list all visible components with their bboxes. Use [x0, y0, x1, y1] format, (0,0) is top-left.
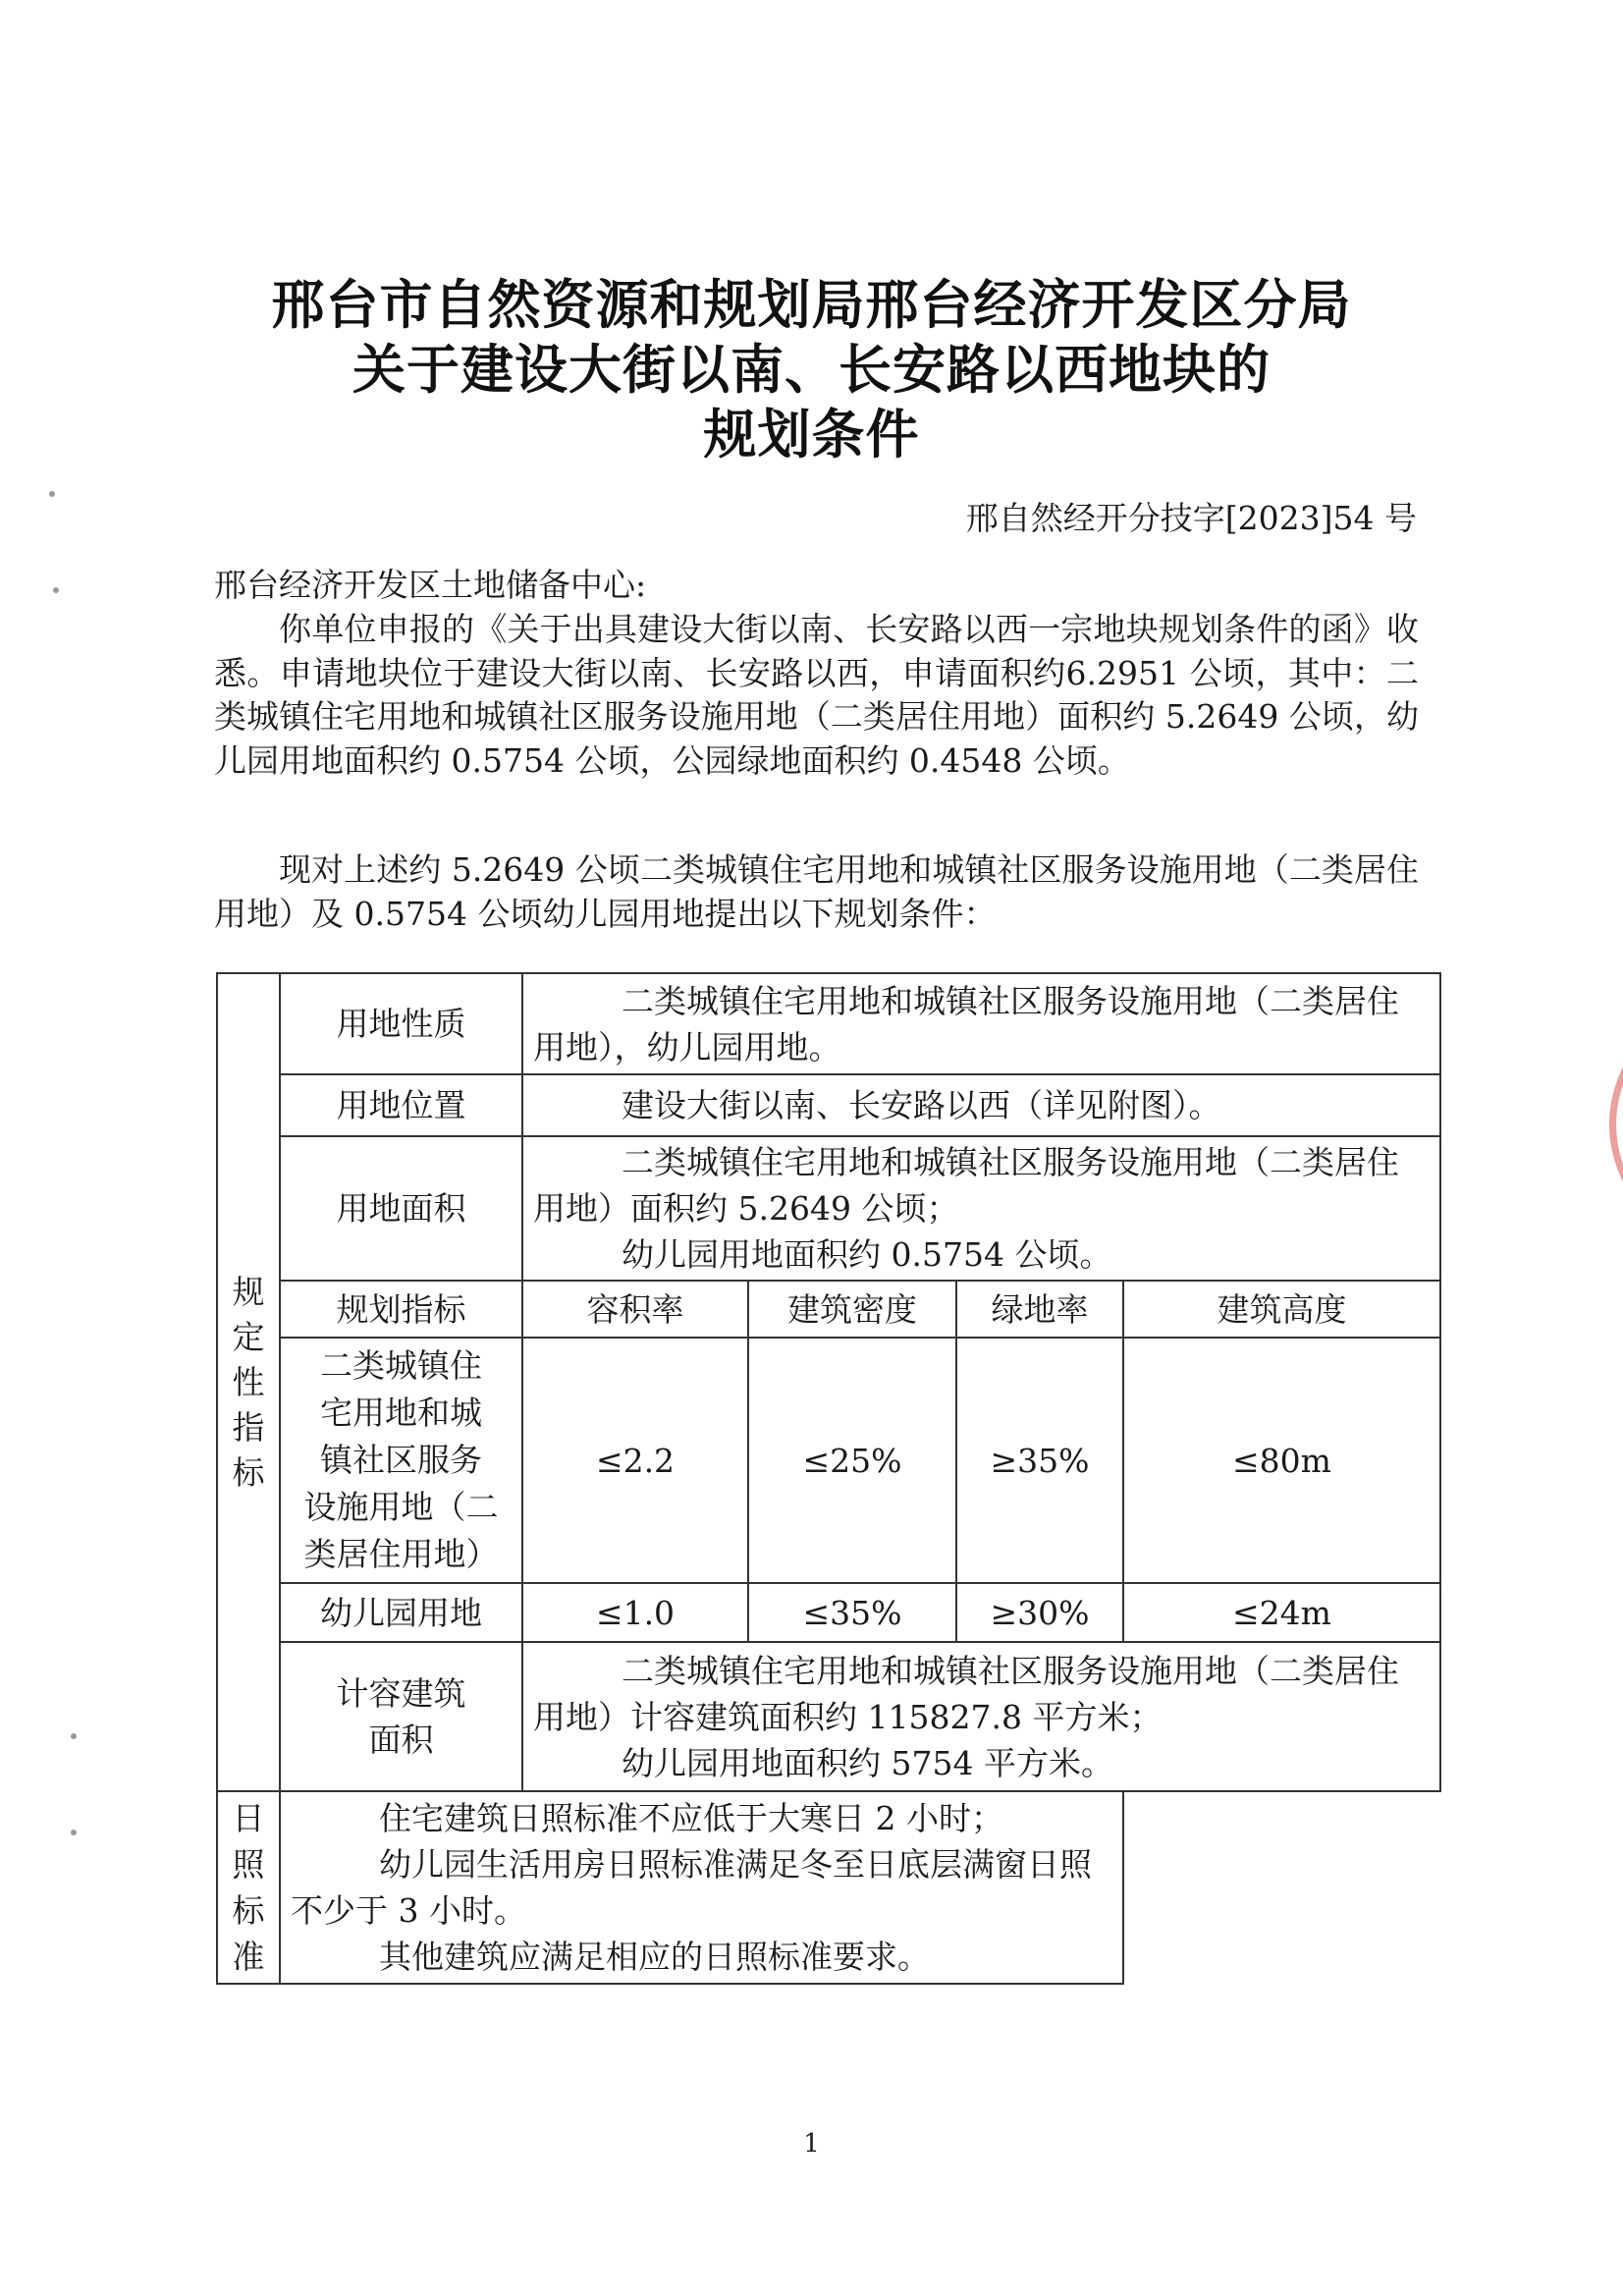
- location-text: 建设大街以南、长安路以西（详见附图）。: [622, 1086, 1221, 1124]
- side-label-char: 规: [232, 1272, 265, 1311]
- scan-speck: [71, 1830, 77, 1835]
- land-nature-label: 用地性质: [280, 973, 522, 1074]
- header-height: 建筑高度: [1123, 1281, 1440, 1338]
- side-label: [228, 1270, 269, 1496]
- sunlight-label: 日照标准: [217, 1791, 280, 1984]
- residential-density: ≤25%: [748, 1338, 956, 1583]
- title-line-1: 邢台市自然资源和规划局邢台经济开发区分局: [271, 274, 1352, 336]
- residential-green-ratio: ≥35%: [956, 1338, 1123, 1583]
- far-area-label-line: 面积: [368, 1721, 434, 1759]
- kindergarten-density: ≤35%: [748, 1583, 956, 1642]
- far-area-label-line: 计容建筑: [336, 1674, 466, 1713]
- row-location: [217, 1074, 1440, 1136]
- residential-far: ≤2.2: [522, 1338, 748, 1583]
- row-area: [217, 1136, 1440, 1281]
- row-far-area: [217, 1642, 1440, 1791]
- sunlight-value: [280, 1791, 1123, 1984]
- planning-conditions-table: [216, 972, 1441, 1985]
- recipient: 邢台经济开发区土地储备中心:: [214, 566, 647, 604]
- title-line-2: 关于建设大街以南、长安路以西地块的: [352, 339, 1271, 401]
- header-indicator: 规划指标: [280, 1281, 522, 1338]
- sunlight-text-2: 幼儿园生活用房日照标准满足冬至日底层满窗日照不少于 3 小时。: [291, 1845, 1092, 1930]
- kindergarten-green-ratio: ≥30%: [956, 1583, 1123, 1642]
- scan-speck: [49, 491, 55, 497]
- red-seal-fragment: [1566, 1021, 1623, 1228]
- residential-label-line: 设施用地（二: [303, 1488, 499, 1526]
- header-density: 建筑密度: [748, 1281, 956, 1338]
- side-label-char: 指: [232, 1407, 265, 1447]
- area-value: [522, 1136, 1440, 1281]
- land-nature-value: [522, 973, 1440, 1074]
- row-indicator-headers: [217, 1281, 1440, 1338]
- header-far: 容积率: [522, 1281, 748, 1338]
- header-green-ratio: 绿地率: [956, 1281, 1123, 1338]
- side-label-char: 标: [232, 1452, 265, 1492]
- row-sunlight: [217, 1791, 1440, 1984]
- scan-speck: [53, 587, 59, 593]
- residential-label-line: 宅用地和城: [320, 1394, 482, 1432]
- residential-label-line: 类居住用地）: [303, 1535, 499, 1573]
- far-area-text-1: 二类城镇住宅用地和城镇社区服务设施用地（二类居住用地）计容建筑面积约 115827.8 平方米；: [533, 1651, 1399, 1736]
- area-label: 用地面积: [280, 1136, 522, 1281]
- paragraph-1: [214, 608, 1419, 783]
- kindergarten-far: ≤1.0: [522, 1583, 748, 1642]
- residential-label: [280, 1338, 522, 1583]
- residential-height: ≤80m: [1123, 1338, 1440, 1583]
- kindergarten-label: 幼儿园用地: [280, 1583, 522, 1642]
- document-number: 邢自然经开分技字[2023]54 号: [965, 499, 1417, 537]
- area-text-1: 二类城镇住宅用地和城镇社区服务设施用地（二类居住用地）面积约 5.2649 公顷；: [533, 1143, 1399, 1228]
- residential-label-line: 二类城镇住: [320, 1346, 482, 1385]
- paragraph-1-text: 你单位申报的《关于出具建设大街以南、长安路以西一宗地块规划条件的函》收悉。申请地块位于建设大街以南、长安路以西，申请面积约6.2951 公顷，其中：二类城镇住宅用地和城镇社区服务设施用地（二类居住用地）面积约 5.2649 公顷，幼儿园用地面积约 0.5754 公顷，公园绿地面积约 0.4548 公顷。: [214, 610, 1419, 780]
- location-label: 用地位置: [280, 1074, 522, 1136]
- sunlight-text-3: 其他建筑应满足相应的日照标准要求。: [379, 1938, 930, 1976]
- far-area-label: [280, 1642, 522, 1791]
- kindergarten-height: ≤24m: [1123, 1583, 1440, 1642]
- area-text-2: 幼儿园用地面积约 0.5754 公顷。: [622, 1235, 1112, 1274]
- row-kindergarten: [217, 1583, 1440, 1642]
- location-value: [522, 1074, 1440, 1136]
- row-land-nature: [217, 973, 1440, 1074]
- side-label-char: 性: [232, 1362, 265, 1401]
- residential-label-line: 镇社区服务: [320, 1441, 482, 1479]
- land-nature-text: 二类城镇住宅用地和城镇社区服务设施用地（二类居住用地），幼儿园用地。: [533, 981, 1399, 1066]
- far-area-text-2: 幼儿园用地面积约 5754 平方米。: [622, 1743, 1113, 1782]
- paragraph-2: [214, 848, 1419, 936]
- sunlight-text-1: 住宅建筑日照标准不应低于大寒日 2 小时；: [379, 1799, 1003, 1837]
- scan-speck: [71, 1733, 77, 1739]
- side-label-char: 定: [232, 1317, 265, 1356]
- far-area-value: [522, 1642, 1440, 1791]
- side-label-cell: [217, 973, 280, 1791]
- row-residential: [217, 1338, 1440, 1583]
- title-line-3: 规划条件: [703, 404, 920, 465]
- page-number: 1: [803, 2129, 820, 2159]
- paragraph-2-text: 现对上述约 5.2649 公顷二类城镇住宅用地和城镇社区服务设施用地（二类居住用地）及 0.5754 公顷幼儿园用地提出以下规划条件：: [214, 850, 1419, 933]
